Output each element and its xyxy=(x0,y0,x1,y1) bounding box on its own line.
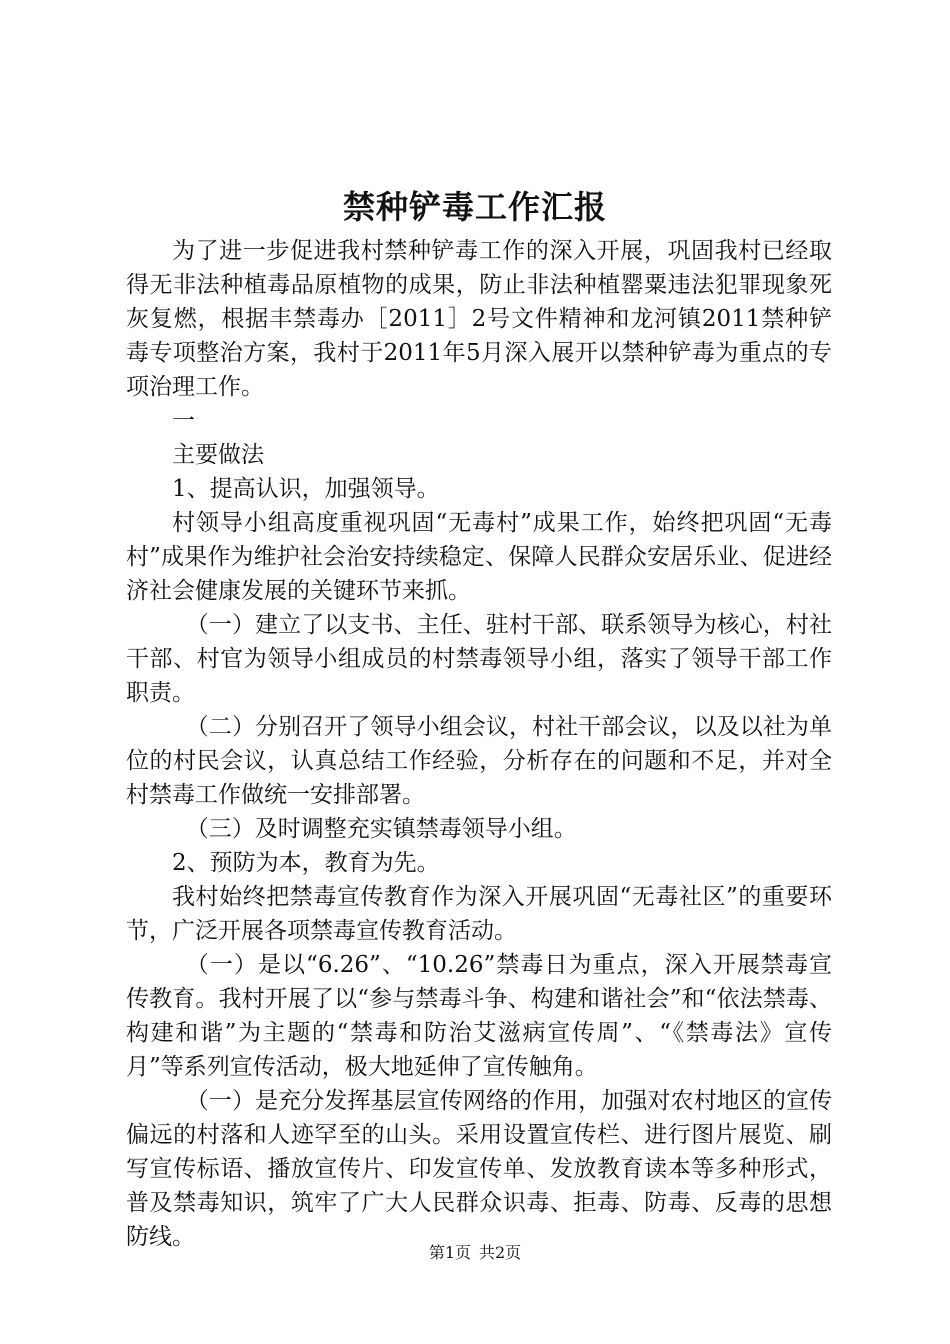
list-item: （一）建立了以支书、主任、驻村干部、联系领导为核心，村社干部、村官为领导小组成员的村禁毒领导小组，落实了领导干部工作职责。 xyxy=(126,612,832,706)
section-number: 一 xyxy=(172,408,195,434)
paragraph: 村领导小组高度重视巩固“无毒村”成果工作，始终把巩固“无毒村”成果作为维护社会治安持续稳定、保障人民群众安居乐业、促进经济社会健康发展的关键环节来抓。 xyxy=(126,510,832,604)
subheading-1: 1、提高认识，加强领导。 xyxy=(172,476,440,502)
page-footer xyxy=(0,1241,950,1265)
paragraph-intro: 为了进一步促进我村禁种铲毒工作的深入开展，巩固我村已经取得无非法种植毒品原植物的成果，防止非法种植罂粟违法犯罪现象死灰复燃，根据丰禁毒办［2011］2号文件精神和龙河镇2011禁种铲毒专项整治方案，我村于2011年5月深入展开以禁种铲毒为重点的专项治理工作。 xyxy=(126,238,832,400)
list-item: （一）是以“6.26”、“10.26”禁毒日为重点，深入开展禁毒宣传教育。我村开展了以“参与禁毒斗争、构建和谐社会”和“依法禁毒、构建和谐”为主题的“禁毒和防治艾滋病宣传周”、“《禁毒法》宣传月”等系列宣传活动，极大地延伸了宣传触角。 xyxy=(126,952,832,1080)
paragraph: 我村始终把禁毒宣传教育作为深入开展巩固“无毒社区”的重要环节，广泛开展各项禁毒宣传教育活动。 xyxy=(126,884,832,944)
page-number: 第1页 xyxy=(428,1243,471,1262)
document-body xyxy=(126,234,832,1254)
list-item: （一）是充分发挥基层宣传网络的作用，加强对农村地区的宣传偏远的村落和人迹罕至的山头。采用设置宣传栏、进行图片展览、刷写宣传标语、播放宣传片、印发宣传单、发放教育读本等多种形式，普及禁毒知识，筑牢了广大人民群众识毒、拒毒、防毒、反毒的思想防线。 xyxy=(126,1088,832,1250)
list-item: （三）及时调整充实镇禁毒领导小组。 xyxy=(185,816,577,842)
page-total: 共2页 xyxy=(479,1243,522,1262)
list-item: （二）分别召开了领导小组会议，村社干部会议，以及以社为单位的村民会议，认真总结工作经验，分析存在的问题和不足，并对全村禁毒工作做统一安排部署。 xyxy=(126,714,832,808)
subheading-2: 2、预防为本，教育为先。 xyxy=(172,850,440,876)
document-title: 禁种铲毒工作汇报 xyxy=(342,188,607,226)
section-heading: 主要做法 xyxy=(172,442,264,468)
